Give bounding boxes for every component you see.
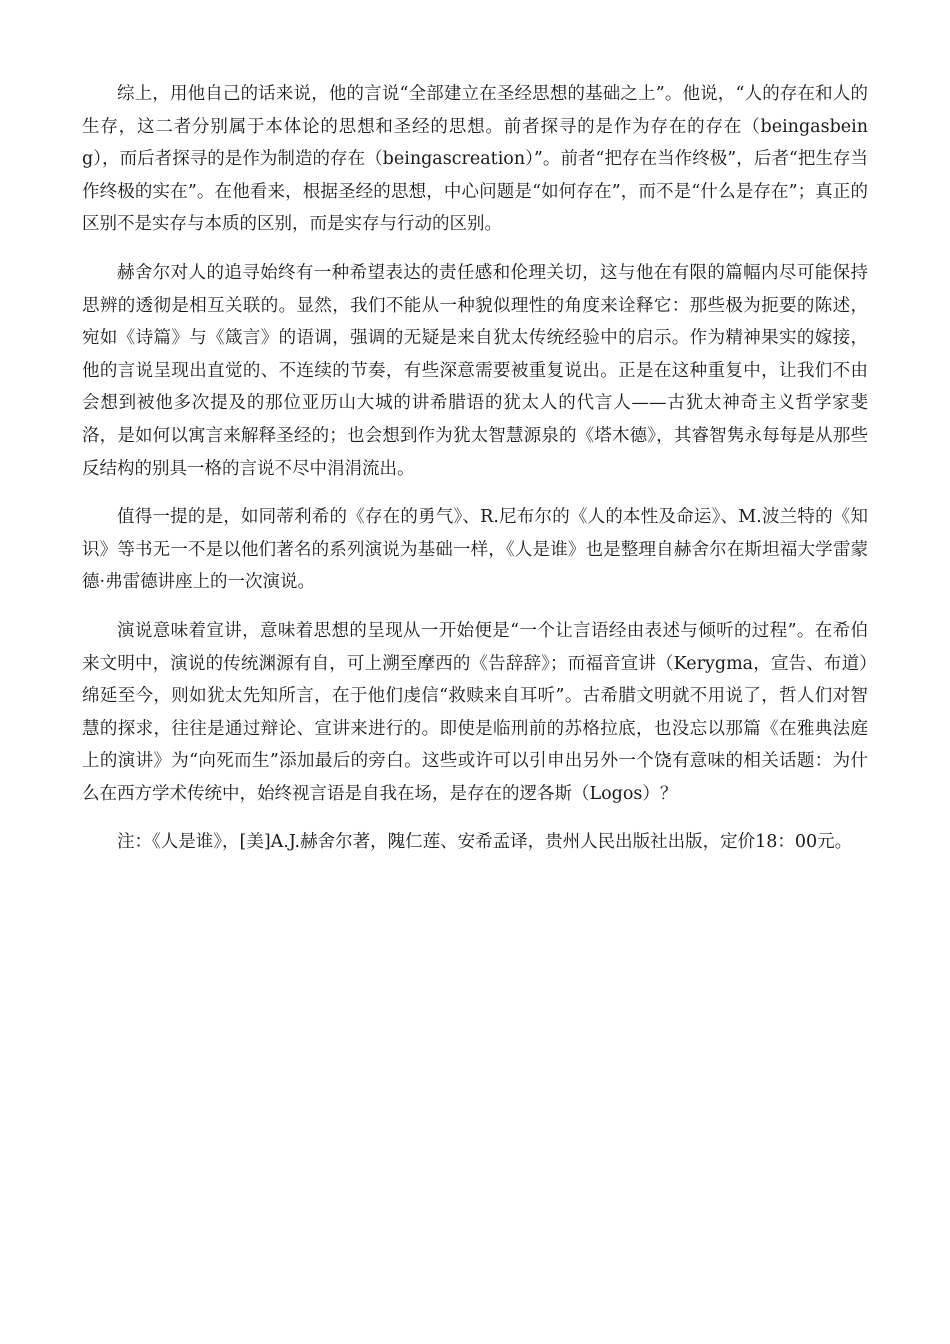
- paragraph-heschel-inquiry: 赫舍尔对人的追寻始终有一种希望表达的责任感和伦理关切，这与他在有限的篇幅内尽可能保持思辨的透彻是相互关联的。显然，我们不能从一种貌似理性的角度来诠释它：那些极为扼要的陈述，宛如《诗篇》与《箴言》的语调，强调的无疑是来自犹太传统经验中的启示。作为精神果实的嫁接，他的言说呈现出直觉的、不连续的节奏，有些深意需要被重复说出。正是在这种重复中，让我们不由会想到被他多次提及的那位亚历山大城的讲希腊语的犹太人的代言人——古犹太神奇主义哲学家斐洛，是如何以寓言来解释圣经的；也会想到作为犹太智慧源泉的《塔木德》，其睿智隽永每每是从那些反结构的别具一格的言说不尽中涓涓流出。: [82, 262, 868, 479]
- paragraph-summary: 综上，用他自己的话来说，他的言说“全部建立在圣经思想的基础之上”。他说，“人的存在和人的生存，这二者分别属于本体论的思想和圣经的思想。前者探寻的是作为存在的存在（beingasbeing），而后者探寻的是作为制造的存在（beingascreation）”。前者“把存在当作终极”，后者“把生存当作终极的实在”。在他看来，根据圣经的思想，中心问题是“如何存在”，而不是“什么是存在”；真正的区别不是实存与本质的区别，而是实存与行动的区别。: [82, 84, 868, 235]
- paragraph-speech-tradition: 演说意味着宣讲，意味着思想的呈现从一开始便是“一个让言语经由表述与倾听的过程”。在希伯来文明中，演说的传统渊源有自，可上溯至摩西的《告辞辞》；而福音宣讲（Kerygma，宣告、布道）绵延至今，则如犹太先知所言，在于他们虔信“救赎来自耳听”。古希腊文明就不用说了，哲人们对智慧的探求，往往是通过辩论、宣讲来进行的。即使是临刑前的苏格拉底，也没忘以那篇《在雅典法庭上的演讲》为“向死而生”添加最后的旁白。这些或许可以引申出另外一个饶有意味的相关话题：为什么在西方学术传统中，始终视言语是自我在场，是存在的逻各斯（Logos）？: [82, 620, 868, 804]
- paragraph-book-note: 注：《人是谁》，[美]A.J.赫舍尔著，隗仁莲、安希孟译，贵州人民出版社出版，定价18：00元。: [117, 832, 853, 853]
- paragraph-lecture-origin: 值得一提的是，如同蒂利希的《存在的勇气》、R.尼布尔的《人的本性及命运》、M.波兰特的《知识》等书无一不是以他们著名的系列演说为基础一样，《人是谁》也是整理自赫舍尔在斯坦福大学雷蒙德·弗雷德讲座上的一次演说。: [82, 507, 868, 593]
- document-body: [82, 78, 868, 875]
